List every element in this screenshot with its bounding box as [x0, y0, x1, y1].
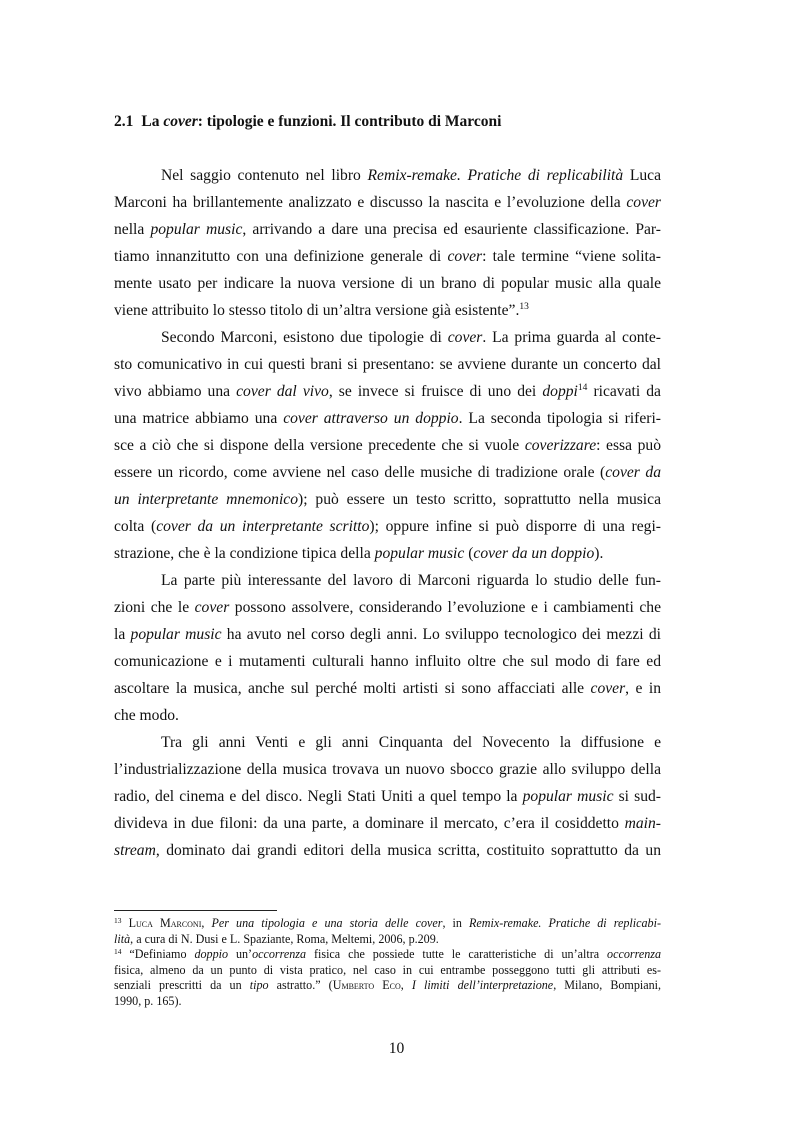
text-line: radio, del cinema e del disco. Negli Stati Uniti a quel tempo la popular music si sud-	[114, 788, 661, 805]
text-line: strazione, che è la condizione tipica della popular music (cover da un doppio).	[114, 545, 604, 562]
text-line: ascoltare la musica, anche sul perché molti artisti si sono affacciati alle cover, e in	[114, 680, 661, 697]
text-line: Tra gli anni Venti e gli anni Cinquanta del Novecento la diffusione e	[161, 734, 661, 751]
text-line: sce a ciò che si dispone della versione precedente che si vuole coverizzare: essa può	[114, 437, 661, 454]
text-line: l’industrializzazione della musica trovava un nuovo sbocco grazie allo sviluppo della	[114, 761, 661, 778]
text-line: Marconi ha brillantemente analizzato e discusso la nascita e l’evoluzione della cover	[114, 194, 661, 211]
text-line: sto comunicativo in cui questi brani si presentano: se avviene durante un concerto dal	[114, 356, 661, 373]
text-line: stream, dominato dai grandi editori della musica scritta, costituito soprattutto da un	[114, 842, 661, 859]
text-line: colta (cover da un interpretante scritto); oppure infine si può disporre di una regi-	[114, 518, 661, 535]
text-line: divideva in due filoni: da una parte, a dominare il mercato, c’era il cosiddetto main-	[114, 815, 661, 832]
text-line: Secondo Marconi, esistono due tipologie di cover. La prima guarda al conte-	[161, 329, 661, 346]
text-line: comunicazione e i mutamenti culturali hanno influito oltre che sul modo di fare ed	[114, 653, 661, 670]
text-line: vivo abbiamo una cover dal vivo, se invece si fruisce di uno dei doppi$^{14}$ ricavati da	[114, 383, 661, 400]
section-title-pre: La	[141, 113, 160, 130]
text-line: La parte più interessante del lavoro di Marconi riguarda lo studio delle fun-	[161, 572, 661, 589]
text-line: zioni che le cover possono assolvere, considerando l’evoluzione e i cambiamenti che	[114, 599, 661, 616]
footnote-line: fisica, almeno da un punto di vista pratico, nel caso in cui entrambe posseggono tutti gli attributi es-	[114, 962, 661, 977]
footnote-line: lità, a cura di N. Dusi e L. Spaziante, Roma, Meltemi, 2006, p.209.	[114, 931, 439, 946]
section-title-post: : tipologie e funzioni. Il contributo di Marconi	[197, 113, 502, 130]
footnote-13	[114, 916, 661, 947]
text-line: un interpretante mnemonico); può essere un testo scritto, soprattutto nella musica	[114, 491, 661, 508]
text-line: tiamo innanzitutto con una definizione generale di cover: tale termine “viene solita-	[114, 248, 661, 265]
section-heading	[114, 113, 694, 131]
text-line: viene attribuito lo stesso titolo di un’altra versione già esistente”.$^{13}$	[114, 302, 529, 319]
text-line: che modo.	[114, 707, 179, 724]
text-line: una matrice abbiamo una cover attraverso un doppio. La seconda tipologia si riferi-	[114, 410, 661, 427]
footnote-line: $^{14}$ “Definiamo doppio un’occorrenza fisica che possiede tutte le caratteristiche di un’altra occorrenza	[114, 947, 661, 961]
text-line: essere un ricordo, come avviene nel caso delle musiche di tradizione orale (cover da	[114, 464, 661, 481]
footnote-line: 1990, p. 165).	[114, 993, 182, 1008]
text-line: mente usato per indicare la nuova versione di un brano di popular music alla quale	[114, 275, 661, 292]
text-line: la popular music ha avuto nel corso degli anni. Lo sviluppo tecnologico dei mezzi di	[114, 626, 661, 643]
section-title-em: cover	[163, 113, 198, 130]
footnote-rule	[114, 910, 277, 911]
text-line: Nel saggio contenuto nel libro Remix-remake. Pratiche di replicabilità Luca	[161, 167, 661, 184]
text-line: nella popular music, arrivando a dare una precisa ed esauriente classificazione. Par-	[114, 221, 661, 238]
footnote-line: $^{13}$ Luca Marconi, Per una tipologia e una storia delle cover, in Remix-remake. Pratiche di replicabi-	[114, 916, 661, 930]
footnote-14	[114, 947, 661, 1009]
page-number: 10	[388, 1040, 405, 1057]
section-number: 2.1	[114, 113, 134, 130]
footnote-line: senziali prescritti da un tipo astratto.” (Umberto Eco, I limiti dell’interpretazione, Milano, Bompiani,	[114, 978, 662, 992]
